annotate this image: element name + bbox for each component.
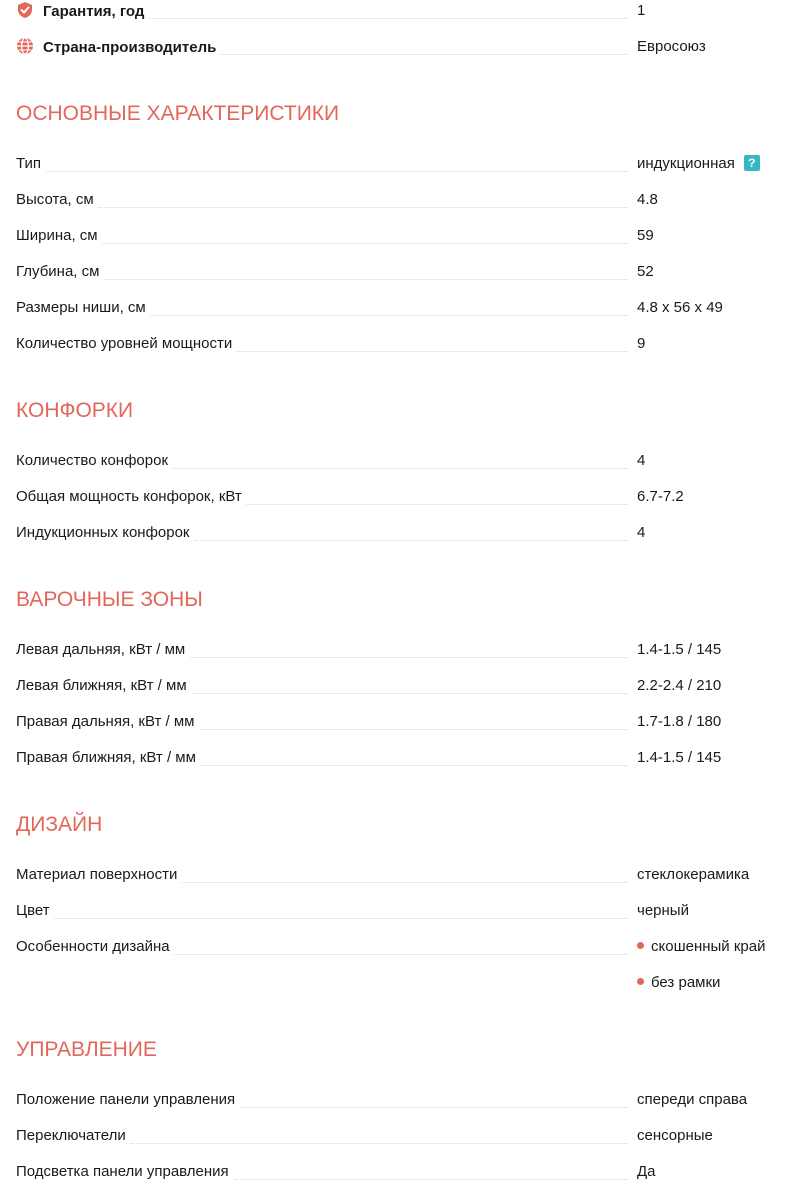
spec-value: стеклокерамика bbox=[637, 866, 750, 883]
spec-label: Левая ближняя, кВт / мм bbox=[16, 676, 191, 696]
spec-value: 9 bbox=[637, 335, 646, 352]
spec-label: Индукционных конфорок bbox=[16, 523, 194, 543]
section-title-main: ОСНОВНЫЕ ХАРАКТЕРИСТИКИ bbox=[16, 102, 340, 125]
spec-label: Высота, см bbox=[16, 190, 98, 210]
bullet-icon bbox=[637, 978, 644, 985]
spec-value: спереди справа bbox=[637, 1091, 748, 1108]
section-title-control: УПРАВЛЕНИЕ bbox=[16, 1038, 157, 1061]
spec-row-switches bbox=[16, 1126, 795, 1162]
spec-value: Евросоюз bbox=[637, 38, 706, 55]
spec-row-warranty bbox=[16, 1, 795, 37]
spec-value: 52 bbox=[637, 263, 654, 280]
spec-value-list bbox=[637, 937, 765, 957]
spec-row-type bbox=[16, 154, 795, 190]
spec-row-country bbox=[16, 37, 795, 73]
spec-row-width bbox=[16, 226, 795, 262]
spec-row-design-features bbox=[16, 937, 795, 973]
spec-row-panel-position bbox=[16, 1090, 795, 1126]
spec-value: 59 bbox=[637, 227, 654, 244]
spec-value: 4.8 x 56 x 49 bbox=[637, 299, 723, 316]
spec-value: 6.7-7.2 bbox=[637, 488, 684, 505]
spec-label: Количество конфорок bbox=[16, 451, 172, 471]
spec-row-height bbox=[16, 190, 795, 226]
spec-row-design-features-cont bbox=[16, 973, 795, 1009]
spec-label: Подсветка панели управления bbox=[16, 1162, 233, 1182]
spec-label: Тип bbox=[16, 154, 45, 174]
spec-label: Гарантия, год bbox=[43, 3, 145, 20]
spec-row-niche bbox=[16, 298, 795, 334]
section-title-zones: ВАРОЧНЫЕ ЗОНЫ bbox=[16, 588, 203, 611]
spec-value: 4 bbox=[637, 524, 646, 541]
spec-value: 4.8 bbox=[637, 191, 658, 208]
help-icon[interactable]: ? bbox=[744, 155, 760, 171]
spec-label: Материал поверхности bbox=[16, 865, 181, 885]
spec-row-burner-count bbox=[16, 451, 795, 487]
section-title-burners: КОНФОРКИ bbox=[16, 399, 134, 422]
spec-value: сенсорные bbox=[637, 1127, 713, 1144]
spec-row-induction-burners bbox=[16, 523, 795, 559]
globe-icon bbox=[16, 37, 34, 55]
spec-row-right-near bbox=[16, 748, 795, 784]
spec-value: 2.2-2.4 / 210 bbox=[637, 677, 722, 694]
spec-label: Общая мощность конфорок, кВт bbox=[16, 487, 246, 507]
spec-value: 1.4-1.5 / 145 bbox=[637, 749, 722, 766]
spec-value: индукционная bbox=[637, 155, 735, 172]
spec-row-right-far bbox=[16, 712, 795, 748]
bullet-icon bbox=[637, 942, 644, 949]
shield-check-icon bbox=[16, 1, 34, 19]
section-title-design: ДИЗАЙН bbox=[16, 813, 103, 836]
list-item: скошенный край bbox=[637, 938, 765, 955]
spec-label: Правая ближняя, кВт / мм bbox=[16, 748, 200, 768]
spec-label: Количество уровней мощности bbox=[16, 334, 236, 354]
spec-label: Переключатели bbox=[16, 1126, 130, 1146]
spec-label: Особенности дизайна bbox=[16, 937, 174, 957]
spec-row-color bbox=[16, 901, 795, 937]
spec-value: Да bbox=[637, 1163, 656, 1180]
spec-label: Положение панели управления bbox=[16, 1090, 239, 1110]
spec-label: Страна-производитель bbox=[43, 39, 217, 56]
spec-row-left-near bbox=[16, 676, 795, 712]
spec-label: Ширина, см bbox=[16, 226, 102, 246]
spec-row-surface bbox=[16, 865, 795, 901]
spec-value: черный bbox=[637, 902, 689, 919]
spec-label: Глубина, см bbox=[16, 262, 103, 282]
spec-value: 1.7-1.8 / 180 bbox=[637, 713, 722, 730]
spec-value: 1.4-1.5 / 145 bbox=[637, 641, 722, 658]
spec-row-power-levels bbox=[16, 334, 795, 370]
spec-label: Размеры ниши, см bbox=[16, 298, 150, 318]
spec-value: 1 bbox=[637, 2, 646, 19]
spec-row-backlight bbox=[16, 1162, 795, 1198]
spec-label: Левая дальняя, кВт / мм bbox=[16, 640, 189, 660]
spec-row-depth bbox=[16, 262, 795, 298]
spec-label: Правая дальняя, кВт / мм bbox=[16, 712, 199, 732]
spec-value: 4 bbox=[637, 452, 646, 469]
spec-label: Цвет bbox=[16, 901, 54, 921]
spec-row-total-power bbox=[16, 487, 795, 523]
list-item: без рамки bbox=[637, 973, 720, 993]
spec-row-left-far bbox=[16, 640, 795, 676]
